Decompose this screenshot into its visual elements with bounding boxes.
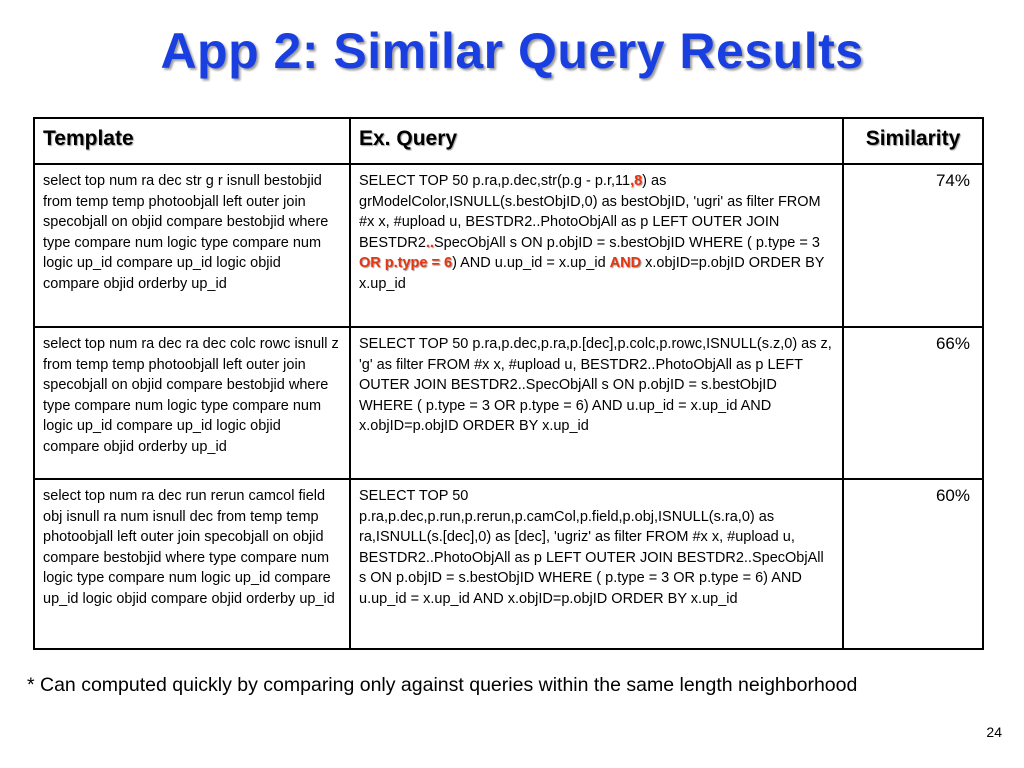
- query-text: ) AND u.up_id = x.up_id: [452, 255, 610, 271]
- query-text: SpecObjAll s ON p.objID = s.bestObjID WHERE ( p.type = 3: [433, 234, 820, 251]
- header-row: [34, 118, 983, 164]
- highlight-text: OR p.type = 6: [359, 255, 453, 271]
- similarity-header: Similarity: [843, 118, 983, 164]
- template-cell: select top num ra dec run rerun camcol field obj isnull ra num isnull dec from temp temp photoobjall left outer join specobjall on objid compare bestobjid where type compare num logic type compare num logic up_id compare up_id logic objid compare objid orderby up_id: [34, 479, 350, 649]
- query-text: SELECT TOP 50 p.ra,p.dec,str(p.g - p.r,11: [359, 173, 631, 189]
- template-header: Template: [34, 118, 350, 164]
- footnote: * Can computed quickly by comparing only against queries within the same length neighborhood: [27, 674, 858, 696]
- table-row: [34, 327, 983, 479]
- query-cell: [350, 164, 843, 327]
- query-cell: SELECT TOP 50 p.ra,p.dec,p.run,p.rerun,p.camCol,p.field,p.obj,ISNULL(s.ra,0) as ra,ISNULL(s.[dec],0) as [dec], 'ugriz' as filter FROM #x x, #upload u, BESTDR2..PhotoObjAll as p LEFT OUTER JOIN BESTDR2..SpecObjAll s ON p.objID = s.bestObjID WHERE ( p.type = 3 OR p.type = 6) AND u.up_id = x.up_id AND x.objID=p.objID ORDER BY x.up_id: [350, 479, 843, 649]
- query-text: ) as grModelColor,ISNULL(s.bestObjID,0) as bestObjID, 'ugri' as filter FROM #x x, #upload u, BESTDR2..PhotoObjAll as p LEFT OUTER JOIN BESTDR2: [359, 173, 821, 251]
- table-row: [34, 164, 983, 327]
- query-text: x.objID=p.objID ORDER BY x.up_id: [359, 255, 825, 292]
- template-cell: select top num ra dec str g r isnull bestobjid from temp temp photoobjall left outer join specobjall on objid compare bestobjid where type compare num logic type compare num logic up_id compare up_id logic objid compare objid orderby up_id: [34, 164, 350, 327]
- table-row: [34, 479, 983, 649]
- highlight-text: AND: [609, 255, 642, 271]
- template-cell: select top num ra dec ra dec colc rowc isnull z from temp temp photoobjall left outer join specobjall on objid compare bestobjid where type compare num logic type compare num logic up_id compare up_id logic objid compare objid orderby up_id: [34, 327, 350, 479]
- highlight-text: ..: [425, 234, 434, 251]
- similarity-cell: 74%: [843, 164, 983, 327]
- query-header: Ex. Query: [350, 118, 843, 164]
- results-table: [33, 117, 984, 650]
- query-cell: SELECT TOP 50 p.ra,p.dec,p.ra,p.[dec],p.colc,p.rowc,ISNULL(s.z,0) as z, 'g' as filter FROM #x x, #upload u, BESTDR2..PhotoObjAll as p LEFT OUTER JOIN BESTDR2..SpecObjAll s ON p.objID = s.bestObjID WHERE ( p.type = 3 OR p.type = 6) AND u.up_id = x.up_id AND x.objID=p.objID ORDER BY x.up_id: [350, 327, 843, 479]
- page-number: 24: [986, 724, 1002, 740]
- similarity-cell: 60%: [843, 479, 983, 649]
- similarity-cell: 66%: [843, 327, 983, 479]
- slide-title: App 2: Similar Query Results: [160, 23, 864, 79]
- highlight-text: ,8: [630, 173, 643, 189]
